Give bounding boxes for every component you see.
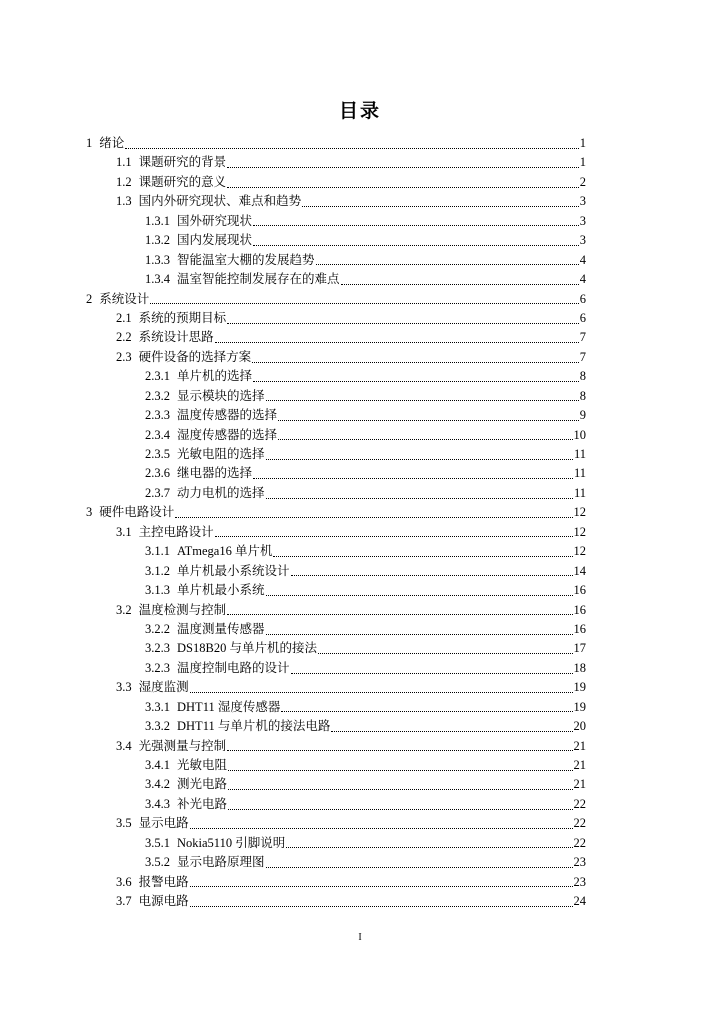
- toc-leader-dots: [228, 788, 572, 790]
- toc-entry-number: 3.3.1: [145, 699, 170, 714]
- toc-entry-page: 3: [579, 194, 586, 209]
- toc-leader-dots: [253, 244, 579, 246]
- toc-entry-page: 6: [579, 291, 586, 306]
- toc-entry-page: 11: [573, 447, 586, 461]
- toc-entry-number: 3.3: [116, 680, 132, 695]
- toc-entry-title: 单片机的选择: [177, 369, 253, 384]
- toc-entry[interactable]: [86, 601, 586, 620]
- toc-entry[interactable]: [86, 406, 586, 425]
- toc-leader-dots: [125, 147, 578, 149]
- toc-entry-page: 22: [573, 816, 586, 831]
- page-number: I: [358, 932, 362, 943]
- toc-entry-title: 国外研究现状: [177, 213, 253, 228]
- toc-entry[interactable]: [86, 717, 586, 736]
- toc-entry[interactable]: [86, 542, 586, 561]
- toc-entry-page: 22: [573, 796, 586, 811]
- toc-entry-title: 显示电路原理图: [177, 855, 265, 870]
- toc-entry-page: 9: [579, 408, 586, 423]
- toc-entry-title: 显示模块的选择: [177, 388, 265, 403]
- toc-entry-title: ATmega16 单片机: [177, 544, 273, 559]
- toc-leader-dots: [253, 224, 579, 226]
- toc-entry-number: 3.4: [116, 738, 132, 753]
- toc-entry-title: 湿度传感器的选择: [177, 427, 278, 442]
- toc-entry[interactable]: [86, 503, 586, 522]
- toc-entry-title: DS18B20 与单片机的接法: [177, 641, 317, 656]
- toc-entry-page: 12: [573, 544, 586, 559]
- toc-entry-number: 1: [86, 136, 93, 150]
- toc-entry-title: 温度检测与控制: [138, 602, 227, 617]
- toc-entry-number: 3.1: [116, 524, 132, 539]
- toc-entry-title: 测光电路: [177, 777, 228, 792]
- toc-entry-page: 21: [573, 777, 586, 792]
- toc-entry-page: 4: [579, 272, 586, 287]
- toc-entry-number: 1.3.3: [145, 252, 170, 267]
- toc-entry-page: 18: [573, 660, 586, 675]
- toc-entry-number: 3.1.2: [145, 563, 170, 578]
- toc-leader-dots: [227, 166, 579, 168]
- toc-entry-page: 14: [573, 563, 586, 578]
- toc-entry[interactable]: [86, 659, 586, 678]
- toc-leader-dots: [150, 302, 578, 304]
- toc-entry-number: 3.5: [116, 816, 132, 831]
- toc-leader-dots: [278, 419, 579, 421]
- toc-entry[interactable]: [86, 153, 586, 172]
- toc-entry-page: 21: [573, 758, 586, 772]
- toc-entry-page: 12: [573, 524, 586, 539]
- toc-entry-title: Nokia5110 引脚说明: [177, 835, 286, 850]
- toc-entry-title: 电源电路: [138, 894, 189, 909]
- toc-entry[interactable]: [86, 173, 586, 192]
- toc-entry-number: 3.4.1: [145, 758, 170, 772]
- toc-entry-number: 3.4.3: [145, 796, 170, 811]
- toc-entry-number: 1.3.4: [145, 272, 170, 287]
- table-of-contents: [86, 134, 586, 912]
- toc-entry-title: 报警电路: [138, 874, 189, 889]
- toc-entry[interactable]: [86, 212, 586, 231]
- toc-entry-page: 21: [573, 738, 586, 753]
- toc-entry[interactable]: [86, 756, 586, 775]
- toc-leader-dots: [253, 380, 579, 382]
- toc-leader-dots: [291, 574, 573, 576]
- toc-entry-page: 4: [579, 252, 586, 267]
- toc-entry-page: 3: [579, 233, 586, 248]
- toc-entry[interactable]: [86, 426, 586, 445]
- toc-entry-page: 11: [573, 485, 586, 500]
- toc-leader-dots: [266, 594, 573, 596]
- toc-leader-dots: [266, 399, 579, 401]
- toc-entry-page: 16: [573, 621, 586, 636]
- toc-entry-title: 绪论: [99, 136, 125, 150]
- toc-entry-title: 系统设计思路: [138, 330, 214, 345]
- toc-entry-number: 3.2.2: [145, 621, 170, 636]
- toc-leader-dots: [266, 633, 573, 635]
- toc-leader-dots: [190, 691, 573, 693]
- toc-entry-title: 光敏电阻的选择: [177, 447, 265, 461]
- toc-entry-title: 温度测量传感器: [177, 621, 265, 636]
- toc-entry-number: 1.2: [116, 174, 132, 189]
- toc-entry-page: 12: [573, 505, 586, 520]
- toc-entry-number: 2.1: [116, 310, 132, 325]
- toc-entry-page: 16: [573, 583, 586, 598]
- toc-entry-number: 3.6: [116, 874, 132, 889]
- toc-leader-dots: [252, 361, 579, 363]
- toc-leader-dots: [341, 283, 579, 285]
- toc-entry-title: 显示电路: [138, 816, 189, 831]
- toc-entry-number: 2.3.4: [145, 427, 170, 442]
- toc-entry-title: 光强测量与控制: [138, 738, 227, 753]
- toc-leader-dots: [215, 535, 573, 537]
- toc-entry-page: 1: [579, 136, 586, 150]
- toc-entry-title: 继电器的选择: [177, 466, 253, 481]
- toc-entry[interactable]: [86, 834, 586, 853]
- toc-entry-title: 光敏电阻: [177, 758, 228, 772]
- toc-leader-dots: [227, 613, 572, 615]
- toc-entry-number: 2.3.3: [145, 408, 170, 423]
- toc-entry-page: 7: [579, 330, 586, 345]
- toc-entry[interactable]: [86, 639, 586, 658]
- toc-entry-number: 2.3.1: [145, 369, 170, 384]
- toc-entry[interactable]: [86, 873, 586, 892]
- toc-entry[interactable]: [86, 853, 586, 872]
- toc-entry[interactable]: [86, 581, 586, 600]
- toc-leader-dots: [266, 497, 573, 499]
- toc-leader-dots: [318, 652, 573, 654]
- toc-leader-dots: [228, 769, 572, 771]
- toc-entry[interactable]: [86, 795, 586, 814]
- toc-entry-number: 2.3.5: [145, 447, 170, 461]
- toc-entry-title: 单片机最小系统设计: [177, 563, 290, 578]
- toc-entry[interactable]: [86, 445, 586, 464]
- toc-entry-number: 1.1: [116, 155, 132, 170]
- toc-entry-title: 课题研究的意义: [138, 174, 227, 189]
- toc-entry-page: 24: [573, 894, 586, 909]
- toc-entry-page: 8: [579, 388, 586, 403]
- toc-entry[interactable]: [86, 231, 586, 250]
- toc-entry[interactable]: [86, 562, 586, 581]
- toc-entry-number: 2.3.7: [145, 485, 170, 500]
- toc-entry[interactable]: [86, 698, 586, 717]
- toc-entry-title: 国内发展现状: [177, 233, 253, 248]
- toc-entry-number: 3.2.3: [145, 641, 170, 656]
- toc-entry[interactable]: [86, 484, 586, 503]
- toc-entry[interactable]: [86, 290, 586, 309]
- toc-entry-number: 2.2: [116, 330, 132, 345]
- toc-entry-title: DHT11 湿度传感器: [177, 699, 281, 714]
- toc-entry-number: 3.2: [116, 602, 132, 617]
- toc-leader-dots: [190, 885, 573, 887]
- toc-entry-number: 1.3.1: [145, 213, 170, 228]
- toc-entry-number: 2.3.6: [145, 466, 170, 481]
- toc-leader-dots: [253, 477, 573, 479]
- toc-entry-number: 2.3.2: [145, 388, 170, 403]
- toc-leader-dots: [215, 341, 579, 343]
- toc-leader-dots: [316, 263, 579, 265]
- toc-entry[interactable]: [86, 892, 586, 911]
- toc-entry-page: 7: [579, 349, 586, 364]
- toc-leader-dots: [227, 186, 579, 188]
- toc-entry[interactable]: [86, 678, 586, 697]
- toc-entry-page: 17: [573, 641, 586, 656]
- toc-entry-title: 温度传感器的选择: [177, 408, 278, 423]
- toc-entry-number: 3.1.1: [145, 544, 170, 559]
- toc-entry-title: 系统的预期目标: [138, 310, 227, 325]
- toc-leader-dots: [278, 438, 572, 440]
- toc-entry-number: 3.1.3: [145, 583, 170, 598]
- toc-leader-dots: [227, 322, 579, 324]
- toc-entry-page: 23: [573, 874, 586, 889]
- toc-leader-dots: [266, 866, 573, 868]
- toc-leader-dots: [190, 905, 573, 907]
- page-title: 目录: [338, 100, 381, 122]
- toc-entry-page: 23: [573, 855, 586, 870]
- toc-entry-title: 湿度监测: [138, 680, 189, 695]
- toc-entry[interactable]: [86, 270, 586, 289]
- toc-entry-page: 19: [573, 680, 586, 695]
- toc-entry-number: 3.5.1: [145, 835, 170, 850]
- toc-entry-page: 10: [573, 427, 586, 442]
- toc-entry-page: 1: [579, 155, 586, 170]
- toc-entry-title: 温室智能控制发展存在的难点: [177, 272, 340, 287]
- toc-leader-dots: [286, 846, 572, 848]
- toc-entry-number: 3.2.3: [145, 660, 170, 675]
- toc-entry-title: 动力电机的选择: [177, 485, 265, 500]
- toc-entry-title: 课题研究的背景: [138, 155, 227, 170]
- toc-entry[interactable]: [86, 620, 586, 639]
- toc-entry-number: 1.3.2: [145, 233, 170, 248]
- toc-entry-title: 单片机最小系统: [177, 583, 265, 598]
- toc-entry-number: 3.7: [116, 894, 132, 909]
- toc-entry[interactable]: [86, 348, 586, 367]
- toc-leader-dots: [273, 555, 572, 557]
- toc-entry-title: 智能温室大棚的发展趋势: [177, 252, 315, 267]
- toc-leader-dots: [291, 672, 573, 674]
- toc-leader-dots: [302, 205, 579, 207]
- toc-entry-number: 3.5.2: [145, 855, 170, 870]
- toc-entry-page: 16: [573, 602, 586, 617]
- toc-entry-page: 8: [579, 369, 586, 384]
- toc-entry-number: 2: [86, 291, 93, 306]
- toc-entry-number: 1.3: [116, 194, 132, 209]
- toc-leader-dots: [266, 458, 573, 460]
- toc-entry[interactable]: [86, 523, 586, 542]
- toc-leader-dots: [190, 827, 573, 829]
- toc-entry-page: 19: [573, 699, 586, 714]
- toc-entry-page: 11: [573, 466, 586, 481]
- toc-entry-title: 国内外研究现状、难点和趋势: [138, 194, 302, 209]
- toc-leader-dots: [228, 808, 572, 810]
- toc-entry[interactable]: [86, 192, 586, 211]
- toc-entry-title: 硬件电路设计: [99, 505, 175, 520]
- toc-entry-page: 6: [579, 310, 586, 325]
- toc-entry-title: 主控电路设计: [138, 524, 214, 539]
- toc-entry[interactable]: [86, 387, 586, 406]
- toc-entry-number: 3.4.2: [145, 777, 170, 792]
- toc-entry[interactable]: [86, 309, 586, 328]
- toc-entry-title: DHT11 与单片机的接法电路: [177, 719, 331, 734]
- toc-entry-page: 2: [579, 174, 586, 189]
- toc-entry[interactable]: [86, 367, 586, 386]
- toc-entry-title: 系统设计: [99, 291, 150, 306]
- toc-entry-number: 3.3.2: [145, 719, 170, 734]
- toc-leader-dots: [281, 710, 572, 712]
- toc-leader-dots: [175, 516, 572, 518]
- toc-entry-title: 硬件设备的选择方案: [138, 349, 252, 364]
- toc-entry-title: 补光电路: [177, 796, 228, 811]
- toc-leader-dots: [331, 730, 572, 732]
- toc-entry-page: 3: [579, 213, 586, 228]
- toc-leader-dots: [227, 749, 572, 751]
- toc-entry-page: 20: [573, 719, 586, 734]
- toc-entry[interactable]: [86, 737, 586, 756]
- toc-entry[interactable]: [86, 251, 586, 270]
- toc-entry[interactable]: [86, 134, 586, 153]
- toc-entry[interactable]: [86, 814, 586, 833]
- toc-entry[interactable]: [86, 464, 586, 483]
- toc-entry[interactable]: [86, 775, 586, 794]
- toc-entry-page: 22: [573, 835, 586, 850]
- toc-entry-number: 3: [86, 505, 93, 520]
- toc-entry-number: 2.3: [116, 349, 132, 364]
- toc-entry[interactable]: [86, 328, 586, 347]
- toc-entry-title: 温度控制电路的设计: [177, 660, 290, 675]
